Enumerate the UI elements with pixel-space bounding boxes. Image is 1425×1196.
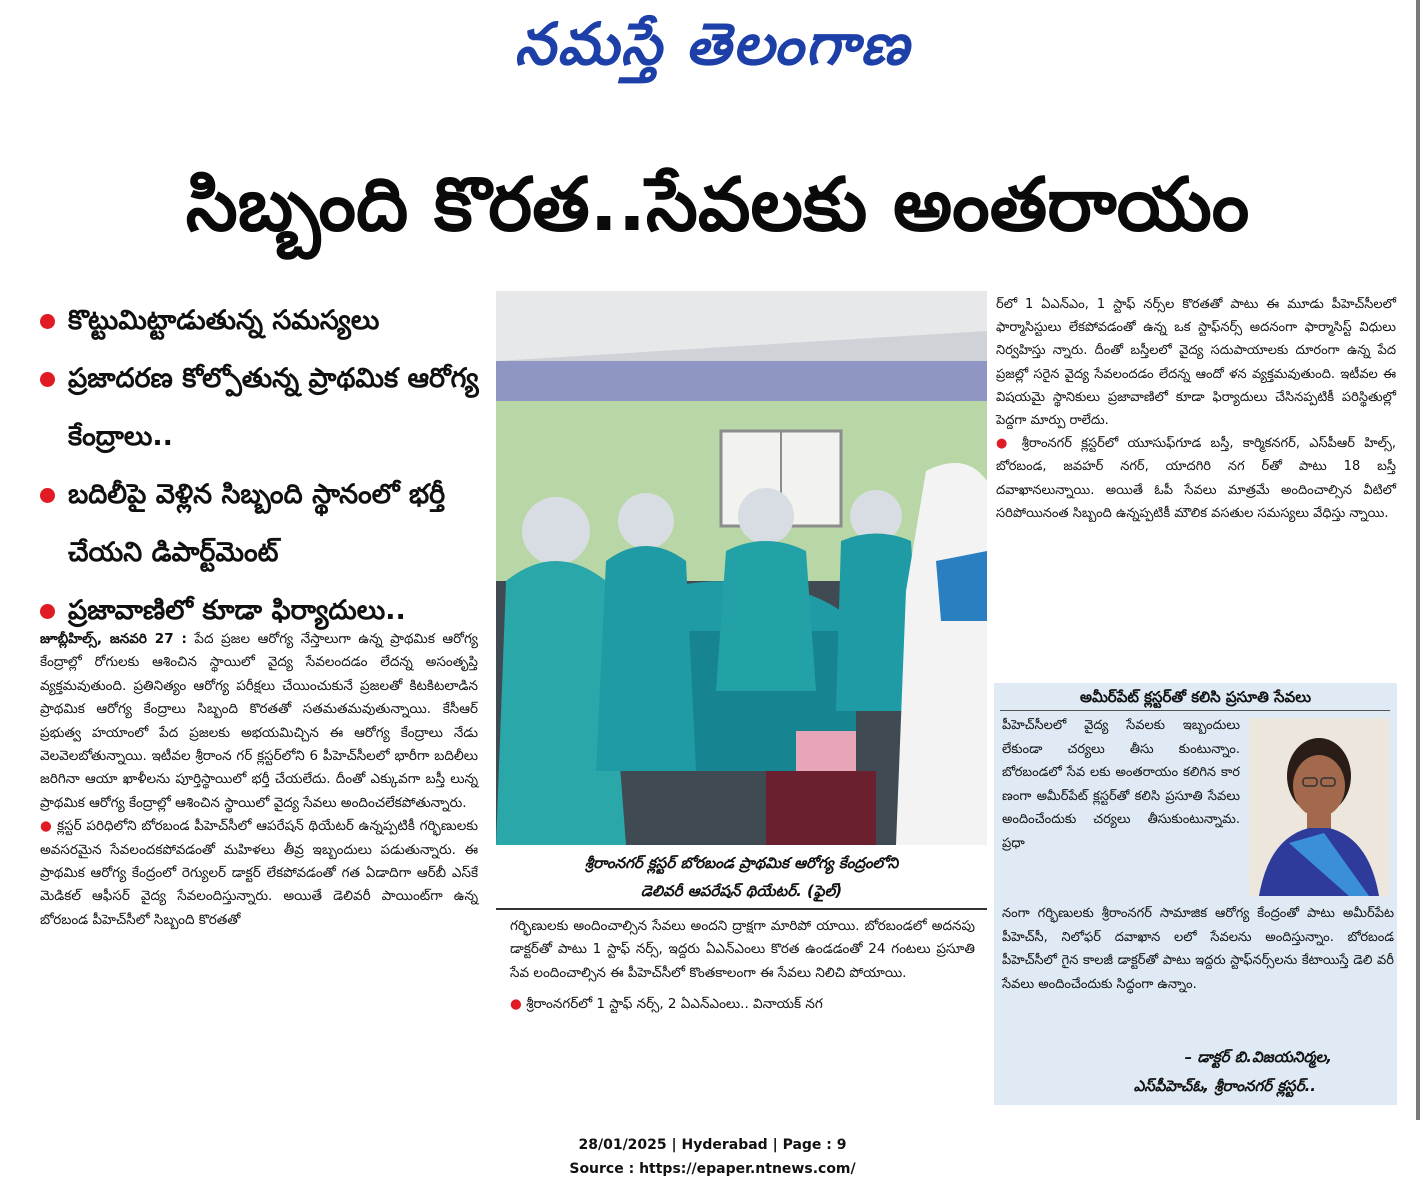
- lead-paragraph: జూబ్లీహిల్స్, జనవరి 27 : పేద ప్రజల ఆరోగ్య నేస్తాలుగా ఉన్న ప్రాథమిక ఆరోగ్య కేంద్రాల్లో రోగులకు ఆశించిన స్థాయిలో వైద్య సేవలందడం లేదన్న అసంతృప్తి వ్యక్తమవుతుంది. ప్రతినిత్యం ఆరోగ్య పరీక్షలు చేయించుకునే ప్రజలతో కిటకిటలాడిన ప్రాథమిక ఆరోగ్య కేంద్రాలు సిబ్బంది కొరతతో సతమతమవుతున్నాయి. కేసీఆర్ ప్రభుత్వ హయాంలో పేద ప్రజలకు అభయమిచ్చిన ఈ ఆరోగ్య కేంద్రాలు నేడు వెలవెలబోతున్నాయి. ఇటీవల శ్రీరాంన గర్ క్లస్టర్‌లోని 6 పీహెచ్‌సీలలో భారీగా బదిలీలు జరిగినా ఆయా ఖాళీలను పూర్తిస్థాయిలో భర్తీ చేయలేదు. దీంతో ఎక్కువగా బస్తీ లున్న ప్రాథమిక ఆరోగ్య కేంద్రాల్లో ఆశించిన స్థాయిలో వైద్య సేవలు అందించలేకపోతున్నారు.: [40, 631, 478, 811]
- footer-date-line: 28/01/2025 | Hyderabad | Page : 9: [578, 1137, 847, 1153]
- body-paragraph: ● క్లస్టర్ పరిధిలోని బోరబండ పీహెచ్‌సీలో ఆపరేషన్ థియేటర్ ఉన్నప్పటికీ గర్భిణులకు అవసరమైన సేవలందకపోవడంతో మహిళలు తీవ్ర ఇబ్బందులు పడుతున్నారు. ఈ ప్రాథమిక ఆరోగ్య కేంద్రంలో రెగ్యులర్ డాక్టర్ లేకపోవడంతో గత ఏడాదిగా ఆర్‌బీ ఎస్‌కే మెడికల్ ఆఫీసర్ వైద్య సేవలందిస్తున్నారు. అయితే డెలివరీ పాయింట్‌గా ఉన్న బోరబండ పీహెచ్‌సీలో సిబ్బంది కొరతతో: [40, 818, 478, 928]
- body-paragraph: ర్‌లో 1 ఏఎన్‌ఎం, 1 స్టాఫ్ నర్స్‌ల కొరతతో పాటు ఈ మూడు పీహెచ్‌సీలలో ఫార్మాసిస్టులు లేకపోవడంతో ఉన్న ఒక స్టాఫ్‌నర్స్ అదనంగా ఫార్మాసిస్ట్ విధులు నిర్వహిస్తు న్నారు. దీంతో బస్తీలలో వైద్య సదుపాయాలకు దూరంగా ఉన్న పేద ప్రజల్లో సరైన వైద్య సేవలందడం లేదన్న ఆందో ళన వ్యక్తమవుతుంది. ఇటీవల ఈ విషయమై స్థానికులు ప్రజావాణిలో కూడా ఫిర్యాదులు చేసినప్పటికీ పరిస్థితుల్లో పెద్దగా మార్పు రాలేదు.: [996, 297, 1396, 429]
- page-edge-rule: [1416, 0, 1420, 1120]
- newspaper-masthead: నమస్తే తెలంగాణ: [514, 10, 911, 78]
- body-paragraph: ● శ్రీరాంనగర్ క్లస్టర్‌లో యూసుఫ్‌గూడ బస్తీ, కార్మికనగర్, ఎస్‌పీఆర్ హిల్స్, బోరబండ, జవహర్ నగర్, యాదగిరి నగ ర్‌తో పాటు 18 బస్తీ దవాఖానలున్నాయి. అయితే ఓపీ సేవలు మాత్రమే అందించాల్సిన వీటిలో సరిపోయినంత సిబ్బంది ఉన్నప్పటికీ మౌలిక వసతుల సమస్యలు వేధిస్తు న్నాయి.: [996, 436, 1397, 521]
- official-portrait-photo: [1249, 718, 1389, 896]
- footer-source-line: Source : https://epaper.ntnews.com/: [569, 1161, 856, 1177]
- caption-divider: [496, 908, 987, 910]
- dateline: జూబ్లీహిల్స్, జనవరి 27 :: [40, 631, 187, 647]
- paragraph-bullet-icon: ●: [40, 818, 53, 835]
- left-text-column: [40, 628, 478, 932]
- highlight-item: ప్రజాదరణ కోల్పోతున్న ప్రాథమిక ఆరోగ్య కేంద్రాలు..: [40, 350, 480, 466]
- highlights-list: [40, 292, 480, 640]
- bullet-dot-icon: [40, 604, 55, 619]
- photo-caption: శ్రీరాంనగర్ క్లస్టర్ బోరబండ ప్రాథమిక ఆరోగ్య కేంద్రంలోని డెలివరీ ఆపరేషన్ థియేటర్. (ఫైల్): [584, 854, 899, 900]
- paragraph-bullet-icon: ●: [996, 436, 1013, 452]
- bullet-dot-icon: [40, 372, 55, 387]
- highlight-item: కొట్టుమిట్టాడుతున్న సమస్యలు: [40, 292, 480, 350]
- highlight-item: ప్రజావాణిలో కూడా ఫిర్యాదులు..: [40, 582, 480, 640]
- bullet-dot-icon: [40, 314, 55, 329]
- highlight-item: బదిలీపై వెళ్లిన సిబ్బంది స్థానంలో భర్తీ చేయని డిపార్ట్‌మెంట్: [40, 466, 480, 582]
- signature-role: ఎస్‌పీహెచ్ఓ, శ్రీరాంనగర్ క్లస్టర్..: [1133, 1077, 1316, 1095]
- body-paragraph: ● శ్రీరాంనగర్‌లో 1 స్టాఫ్ నర్స్, 2 ఏఎన్‌ఎంలు.. వినాయక్ నగ: [510, 996, 823, 1013]
- operation-theatre-photo: [496, 291, 987, 845]
- sidebar-text-wide: నంగా గర్భిణులకు శ్రీరాంనగర్ సామాజిక ఆరోగ్య కేంద్రంతో పాటు అమీర్‌పేట పీహెచ్‌సీ, నిలోఫర్ దవాఖాన లలో సేవలను అందిస్తున్నాం. బోరబండ పీహెచ్‌సీలో గైన కాలజీ డాక్టర్‌తో పాటు ఇద్దరు స్టాఫ్‌నర్స్‌లను కేటాయిస్తే డెలి వరీ సేవలు అందించేందుకు సిద్ధంగా ఉన్నాం.: [1002, 906, 1394, 992]
- article-headline: సిబ్బంది కొరత..సేవలకు అంతరాయం: [185, 162, 1250, 248]
- page-footer: [0, 1133, 1425, 1181]
- sidebar-text-narrow: పీహెచ్‌సీలలో వైద్య సేవలకు ఇబ్బందులు లేకుండా చర్యలు తీసు కుంటున్నాం. బోరబండలో సేవ లకు అంతరాయం కలిగిన కార ణంగా అమీర్‌పేట్ క్లస్టర్‌తో కలిసి ప్రసూతి సేవలు అందించేందుకు చర్యలు తీసుకుంటున్నామ. ప్రధా: [1002, 718, 1240, 851]
- right-text-column: [996, 293, 1396, 525]
- bullet-dot-icon: [40, 488, 55, 503]
- paragraph-bullet-icon: ●: [510, 996, 522, 1013]
- sidebar-title: అమీర్‌పేట్ క్లస్టర్‌తో కలిసి ప్రసూతి సేవలు: [1079, 688, 1312, 706]
- middle-text-column: [510, 915, 975, 1017]
- signature-name: – డాక్టర్ బి.విజయనిర్మల,: [1184, 1048, 1332, 1066]
- body-paragraph: గర్భిణులకు అందించాల్సిన సేవలు అందని ద్రాక్షగా మారిపో యాయి. బోరబండలో అదనపు డాక్టర్‌తో పాటు 1 స్టాఫ్ నర్స్, ఇద్దరు ఏఎన్‌ఎంలు కొరత ఉండడంతో 24 గంటలు ప్రసూతి సేవ లందించాల్సిన ఈ పీహెచ్‌సీలో కొంతకాలంగా ఈ సేవలు నిలిచి పోయాయి.: [510, 918, 975, 981]
- sidebar-title-divider: [1000, 710, 1390, 711]
